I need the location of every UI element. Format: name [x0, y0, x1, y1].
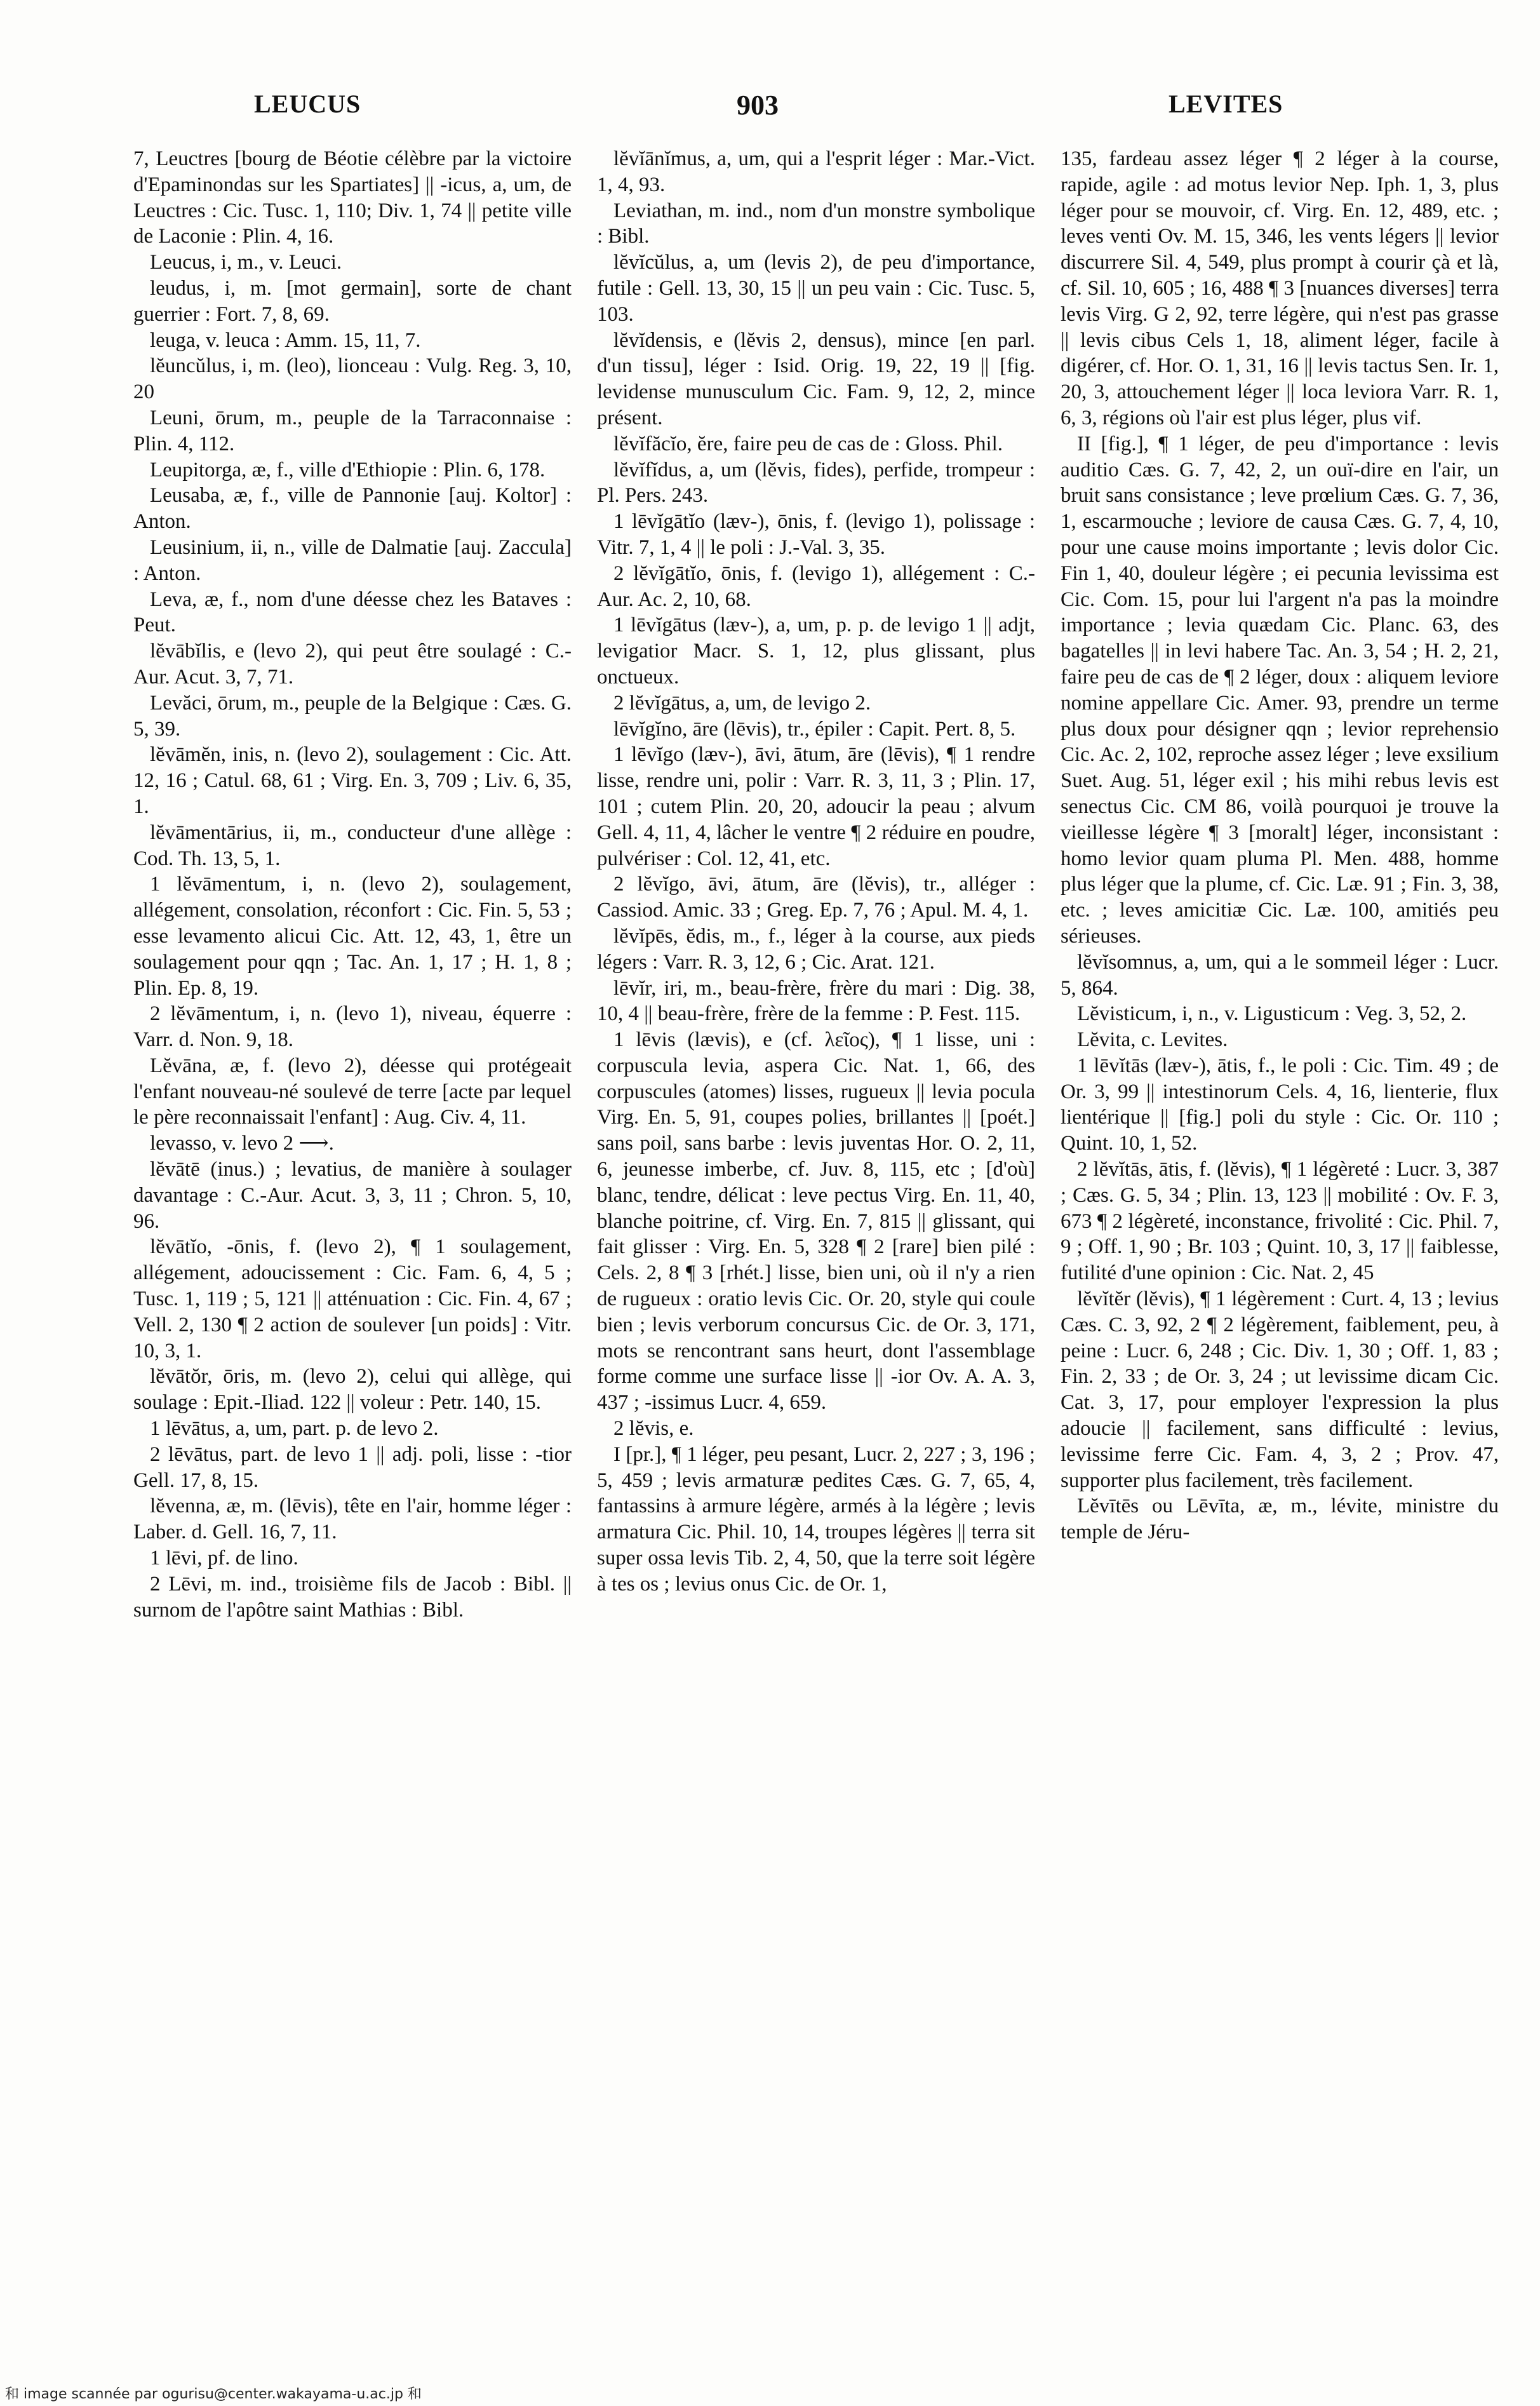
dictionary-entry: 1 lēvĭtās (læv-), ātis, f., le poli : Cic. Tim. 49 ; de Or. 3, 99 || intestinorum Cels. 4, 16, lienterie, flux lientérique || [fig.] poli du style : Cic. Or. 110 ; Quint. 10, 1, 52.: [1061, 1054, 1499, 1155]
dictionary-entry: 1 lēvĭgātus (læv-), a, um, p. p. de levigo 1 || adjt, levigatior Macr. S. 1, 12, plus glissant, plus onctueux.: [597, 614, 1035, 689]
dictionary-entry: leudus, i, m. [mot germain], sorte de chant guerrier : Fort. 7, 8, 69.: [133, 276, 572, 326]
dictionary-entry: lĕvĭānĭmus, a, um, qui a l'esprit léger : Mar.-Vict. 1, 4, 93.: [597, 147, 1035, 196]
page-number: 903: [737, 90, 779, 121]
dictionary-entry: Leviathan, m. ind., nom d'un monstre symbolique : Bibl.: [597, 199, 1035, 248]
dictionary-entry: lĕvĭdensis, e (lĕvis 2, densus), mince [en parl. d'un tissu], léger : Isid. Orig. 19, 22, 19 || [fig. levidense munusculum Cic. Fam. 9, 12, 2, mince présent.: [597, 328, 1035, 429]
dictionary-entry: lĕvĭfĭdus, a, um (lĕvis, fides), perfide, trompeur : Pl. Pers. 243.: [597, 458, 1035, 507]
dictionary-entry: lĕvĭsomnus, a, um, qui a le sommeil léger : Lucr. 5, 864.: [1061, 950, 1499, 1000]
dictionary-entry: 1 lĕvāmentum, i, n. (levo 2), soulagement, allégement, consolation, réconfort : Cic. Fin. 5, 53 ; esse levamento alicui Cic. Att. 12, 43, 1, être un soulagement pour qqn ; Tac. An. 1, 17 ; H. 1, 8 ; Plin. Ep. 8, 19.: [133, 873, 572, 1000]
dictionary-entry: lēvĭgĭno, āre (lēvis), tr., épiler : Capit. Pert. 8, 5.: [613, 717, 1016, 741]
dictionary-columns: [133, 146, 1505, 2299]
dictionary-entry: 2 lĕvĭgātus, a, um, de levigo 2.: [613, 691, 871, 715]
dictionary-entry: Levăci, ōrum, m., peuple de la Belgique : Cæs. G. 5, 39.: [133, 691, 572, 741]
dictionary-entry: lēvĭr, iri, m., beau-frère, frère du mari : Dig. 38, 10, 4 || beau-frère, frère de la femme : P. Fest. 115.: [597, 976, 1035, 1026]
dictionary-entry: 135, fardeau assez léger ¶ 2 léger à la course, rapide, agile : ad motus levior Nep. Iph. 1, 3, plus léger pour se mouvoir, cf. Virg. En. 12, 489, etc. ; leves venti Ov. M. 15, 346, les vents légers || levior discurrere Sil. 4, 549, plus prompt à courir çà et là, cf. Sil. 10, 605 ; 16, 488 ¶ 3 [nuances diverses] terra levis Virg. G 2, 92, terre légère, qui n'est pas grasse || levis cibus Cels 1, 18, aliment léger, facile à digérer, cf. Hor. O. 1, 31, 16 || levis tactus Sen. Ir. 1, 20, 3, attouchement léger || loca leviora Varr. R. 1, 6, 3, régions où l'air est plus léger, plus vif.: [1061, 147, 1499, 429]
dictionary-entry: lĕvātē (inus.) ; levatius, de manière à soulager davantage : C.-Aur. Acut. 3, 3, 11 ; Chron. 5, 10, 96.: [133, 1158, 572, 1233]
dictionary-entry: 2 lĕvĭtās, ātis, f. (lĕvis), ¶ 1 légèreté : Lucr. 3, 387 ; Cæs. G. 5, 34 ; Plin. 13, 123 || mobilité : Ov. F. 3, 673 ¶ 2 légèreté, inconstance, frivolité : Cic. Phil. 7, 9 ; Off. 1, 90 ; Br. 103 ; Quint. 10, 3, 17 || faiblesse, futilité d'une opinion : Cic. Nat. 2, 45: [1061, 1158, 1499, 1285]
dictionary-entry: 2 lĕvĭgātĭo, ōnis, f. (levigo 1), allégement : C.-Aur. Ac. 2, 10, 68.: [597, 561, 1035, 611]
dictionary-entry: 1 lēvĭgātĭo (læv-), ōnis, f. (levigo 1), polissage : Vitr. 7, 1, 4 || le poli : J.-Val. 3, 35.: [597, 510, 1035, 559]
dictionary-entry: Leupitorga, æ, f., ville d'Ethiopie : Plin. 6, 178.: [150, 458, 546, 481]
dictionary-entry: 2 lĕvāmentum, i, n. (levo 1), niveau, équerre : Varr. d. Non. 9, 18.: [133, 1002, 572, 1052]
dictionary-entry: 2 Lēvi, m. ind., troisième fils de Jacob : Bibl. || surnom de l'apôtre saint Mathias : Bibl.: [133, 1572, 572, 1622]
dictionary-entry: lĕvenna, æ, m. (lēvis), tête en l'air, homme léger : Laber. d. Gell. 16, 7, 11.: [133, 1495, 572, 1544]
dictionary-entry: 1 lēvis (lævis), e (cf. λεῖος), ¶ 1 lisse, uni : corpuscula levia, aspera Cic. Nat. 1, 66, des corpuscules (atomes) lisses, rugueux || levia pocula Virg. En. 5, 91, coupes polies, brillantes || [poét.] sans poil, sans barbe : levis juventas Hor. O. 2, 11, 6, jeunesse imberbe, cf. Juv. 8, 115, etc ; [d'où] blanc, tendre, délicat : leve pectus Virg. En. 11, 40, blanche poitrine, cf. Virg. En. 7, 815 || glissant, qui fait glisser : Virg. En. 5, 328 ¶ 2 [rare] bien pilé : Cels. 2, 8 ¶ 3 [rhét.] lisse, bien uni, où il n'y a rien de rugueux : oratio levis Cic. Or. 20, style qui coule bien ; levis verborum concursus Cic. de Or. 3, 171, mots se rencontrant sans heurt, dont l'assemblage forme comme une surface lisse || -ior Ov. A. A. 3, 437 ; -issimus Lucr. 4, 659.: [597, 1028, 1035, 1415]
column-3: [1061, 146, 1499, 2299]
column-2: [597, 146, 1035, 2299]
dictionary-entry: 1 lēvĭgo (læv-), āvi, ātum, āre (lēvis), ¶ 1 rendre lisse, rendre uni, polir : Varr. R. 3, 11, 3 ; Plin. 17, 101 ; cutem Plin. 20, 20, adoucir la peau ; alvum Gell. 4, 11, 4, lâcher le ventre ¶ 2 réduire en poudre, pulvériser : Col. 12, 41, etc.: [597, 743, 1035, 870]
dictionary-entry: lĕvāmĕn, inis, n. (levo 2), soulagement : Cic. Att. 12, 16 ; Catul. 68, 61 ; Virg. En. 3, 709 ; Liv. 6, 35, 1.: [133, 743, 572, 818]
dictionary-entry: 7, Leuctres [bourg de Béotie célèbre par la victoire d'Epaminondas sur les Spartiates] || -icus, a, um, de Leuctres : Cic. Tusc. 1, 110; Div. 1, 74 || petite ville de Laconie : Plin. 4, 16.: [133, 147, 572, 248]
dictionary-entry: 2 lēvātus, part. de levo 1 || adj. poli, lisse : -tior Gell. 17, 8, 15.: [133, 1442, 572, 1492]
column-1: [133, 146, 572, 2299]
dictionary-entry: 2 lĕvis, e.: [613, 1417, 694, 1441]
dictionary-entry: Lĕvisticum, i, n., v. Ligusticum : Veg. 3, 52, 2.: [1077, 1002, 1467, 1026]
dictionary-entry: lĕvĭcŭlus, a, um (levis 2), de peu d'importance, futile : Gell. 13, 30, 15 || un peu vain : Cic. Tusc. 5, 103.: [597, 251, 1035, 326]
dictionary-entry: lĕvābĭlis, e (levo 2), qui peut être soulagé : C.-Aur. Acut. 3, 7, 71.: [133, 640, 572, 689]
dictionary-entry: II [fig.], ¶ 1 léger, de peu d'importance : levis auditio Cæs. G. 7, 42, 2, un ouï-dire en l'air, un bruit sans consistance ; leve prœlium Cæs. G. 7, 36, 1, escarmouche ; leviore de causa Cæs. G. 7, 4, 10, pour une cause moins importante ; levis dolor Cic. Fin 1, 40, douleur légère ; ei pecunia levissima est Cic. Com. 15, pour lui l'argent n'a pas la moindre importance ; levia quædam Cic. Planc. 63, des bagatelles || in levi habere Tac. An. 3, 54 ; H. 2, 21, faire peu de cas de ¶ 2 léger, doux : aliquem leviore nomine appellare Cic. Amer. 93, prendre un terme plus doux pour désigner qqn ; levior reprehensio Cic. Ac. 2, 102, reproche assez léger ; leve exsilium Suet. Aug. 51, léger exil ; his mihi rebus levis est senectus Cic. CM 86, voilà pourquoi je trouve la vieillesse légère ¶ 3 [moralt] léger, inconsistant : homo levior quam pluma Pl. Men. 488, homme plus léger que la plume, cf. Cic. Læ. 91 ; Fin. 3, 38, etc. ; leves amicitiæ Cic. Læ. 100, amitiés peu sérieuses.: [1061, 432, 1499, 948]
dictionary-entry: lĕuncŭlus, i, m. (leo), lionceau : Vulg. Reg. 3, 10, 20: [133, 354, 572, 404]
dictionary-entry: 1 lēvi, pf. de lino.: [150, 1547, 298, 1570]
running-head-left: LEUCUS: [254, 90, 361, 118]
dictionary-entry: Lĕvītēs ou Lēvīta, æ, m., lévite, ministre du temple de Jéru-: [1061, 1495, 1499, 1544]
dictionary-entry: lĕvāmentārius, ii, m., conducteur d'une allège : Cod. Th. 13, 5, 1.: [133, 821, 572, 870]
dictionary-entry: Lĕvāna, æ, f. (levo 2), déesse qui protégeait l'enfant nouveau-né soulevé de terre [acte par lequel le père reconnaissait l'enfant] : Aug. Civ. 4, 11.: [133, 1054, 572, 1129]
dictionary-entry: Leuni, ōrum, m., peuple de la Tarraconnaise : Plin. 4, 112.: [133, 406, 572, 455]
dictionary-entry: Leusaba, æ, f., ville de Pannonie [auj. Koltor] : Anton.: [133, 484, 572, 534]
dictionary-entry: leuga, v. leuca : Amm. 15, 11, 7.: [150, 328, 421, 352]
scan-footer: 和 image scannée par ogurisu@center.wakayama-u.ac.jp 和: [5, 2386, 422, 2402]
dictionary-entry: 2 lĕvĭgo, āvi, ātum, āre (lĕvis), tr., alléger : Cassiod. Amic. 33 ; Greg. Ep. 7, 76 ; Apul. M. 4, 1.: [597, 873, 1035, 922]
running-head-right: LEVITES: [1168, 90, 1283, 118]
dictionary-entry: lĕvĭtĕr (lĕvis), ¶ 1 légèrement : Curt. 4, 13 ; levius Cæs. C. 3, 92, 2 ¶ 2 légèrement, faiblement, peu, à peine : Lucr. 6, 248 ; Cic. Div. 1, 30 ; Off. 1, 83 ; Fin. 2, 33 ; de Or. 3, 24 ; ut levissime dicam Cic. Cat. 3, 17, pour employer l'expression la plus adoucie || facilement, sans difficulté : levius, levissime ferre Cic. Fam. 4, 3, 2 ; Prov. 47, supporter plus facilement, très facilement.: [1061, 1287, 1499, 1492]
dictionary-entry: levasso, v. levo 2 ⟶.: [150, 1132, 334, 1155]
dictionary-entry: Leusinium, ii, n., ville de Dalmatie [auj. Zaccula] : Anton.: [133, 535, 572, 585]
dictionary-entry: Leva, æ, f., nom d'une déesse chez les Bataves : Peut.: [133, 588, 572, 637]
dictionary-entry: lĕvātŏr, ōris, m. (levo 2), celui qui allège, qui soulage : Epit.-Iliad. 122 || voleur : Petr. 140, 15.: [133, 1365, 572, 1415]
dictionary-entry: lĕvĭpēs, ĕdis, m., f., léger à la course, aux pieds légers : Varr. R. 3, 12, 6 ; Cic. Arat. 121.: [597, 924, 1035, 974]
dictionary-entry: Lĕvita, c. Levites.: [1077, 1028, 1228, 1052]
dictionary-entry: lĕvĭfăcĭo, ĕre, faire peu de cas de : Gloss. Phil.: [613, 432, 1003, 455]
dictionary-entry: I [pr.], ¶ 1 léger, peu pesant, Lucr. 2, 227 ; 3, 196 ; 5, 459 ; levis armaturæ pedites Cæs. G. 7, 65, 4, fantassins à armure légère, armés à la légère ; levis armatura Cic. Phil. 10, 14, troupes légères || terra sit super ossa levis Tib. 2, 4, 50, que la terre soit légère à tes os ; levius onus Cic. de Or. 1,: [597, 1442, 1035, 1596]
dictionary-entry: lĕvātĭo, -ōnis, f. (levo 2), ¶ 1 soulagement, allégement, adoucissement : Cic. Fam. 6, 4, 5 ; Tusc. 1, 119 ; 5, 121 || atténuation : Cic. Fin. 4, 67 ; Vell. 2, 130 ¶ 2 action de soulever [un poids] : Vitr. 10, 3, 1.: [133, 1235, 572, 1362]
dictionary-entry: Leucus, i, m., v. Leuci.: [150, 251, 342, 274]
page-header: [254, 89, 1334, 133]
dictionary-entry: 1 lēvātus, a, um, part. p. de levo 2.: [150, 1417, 439, 1441]
